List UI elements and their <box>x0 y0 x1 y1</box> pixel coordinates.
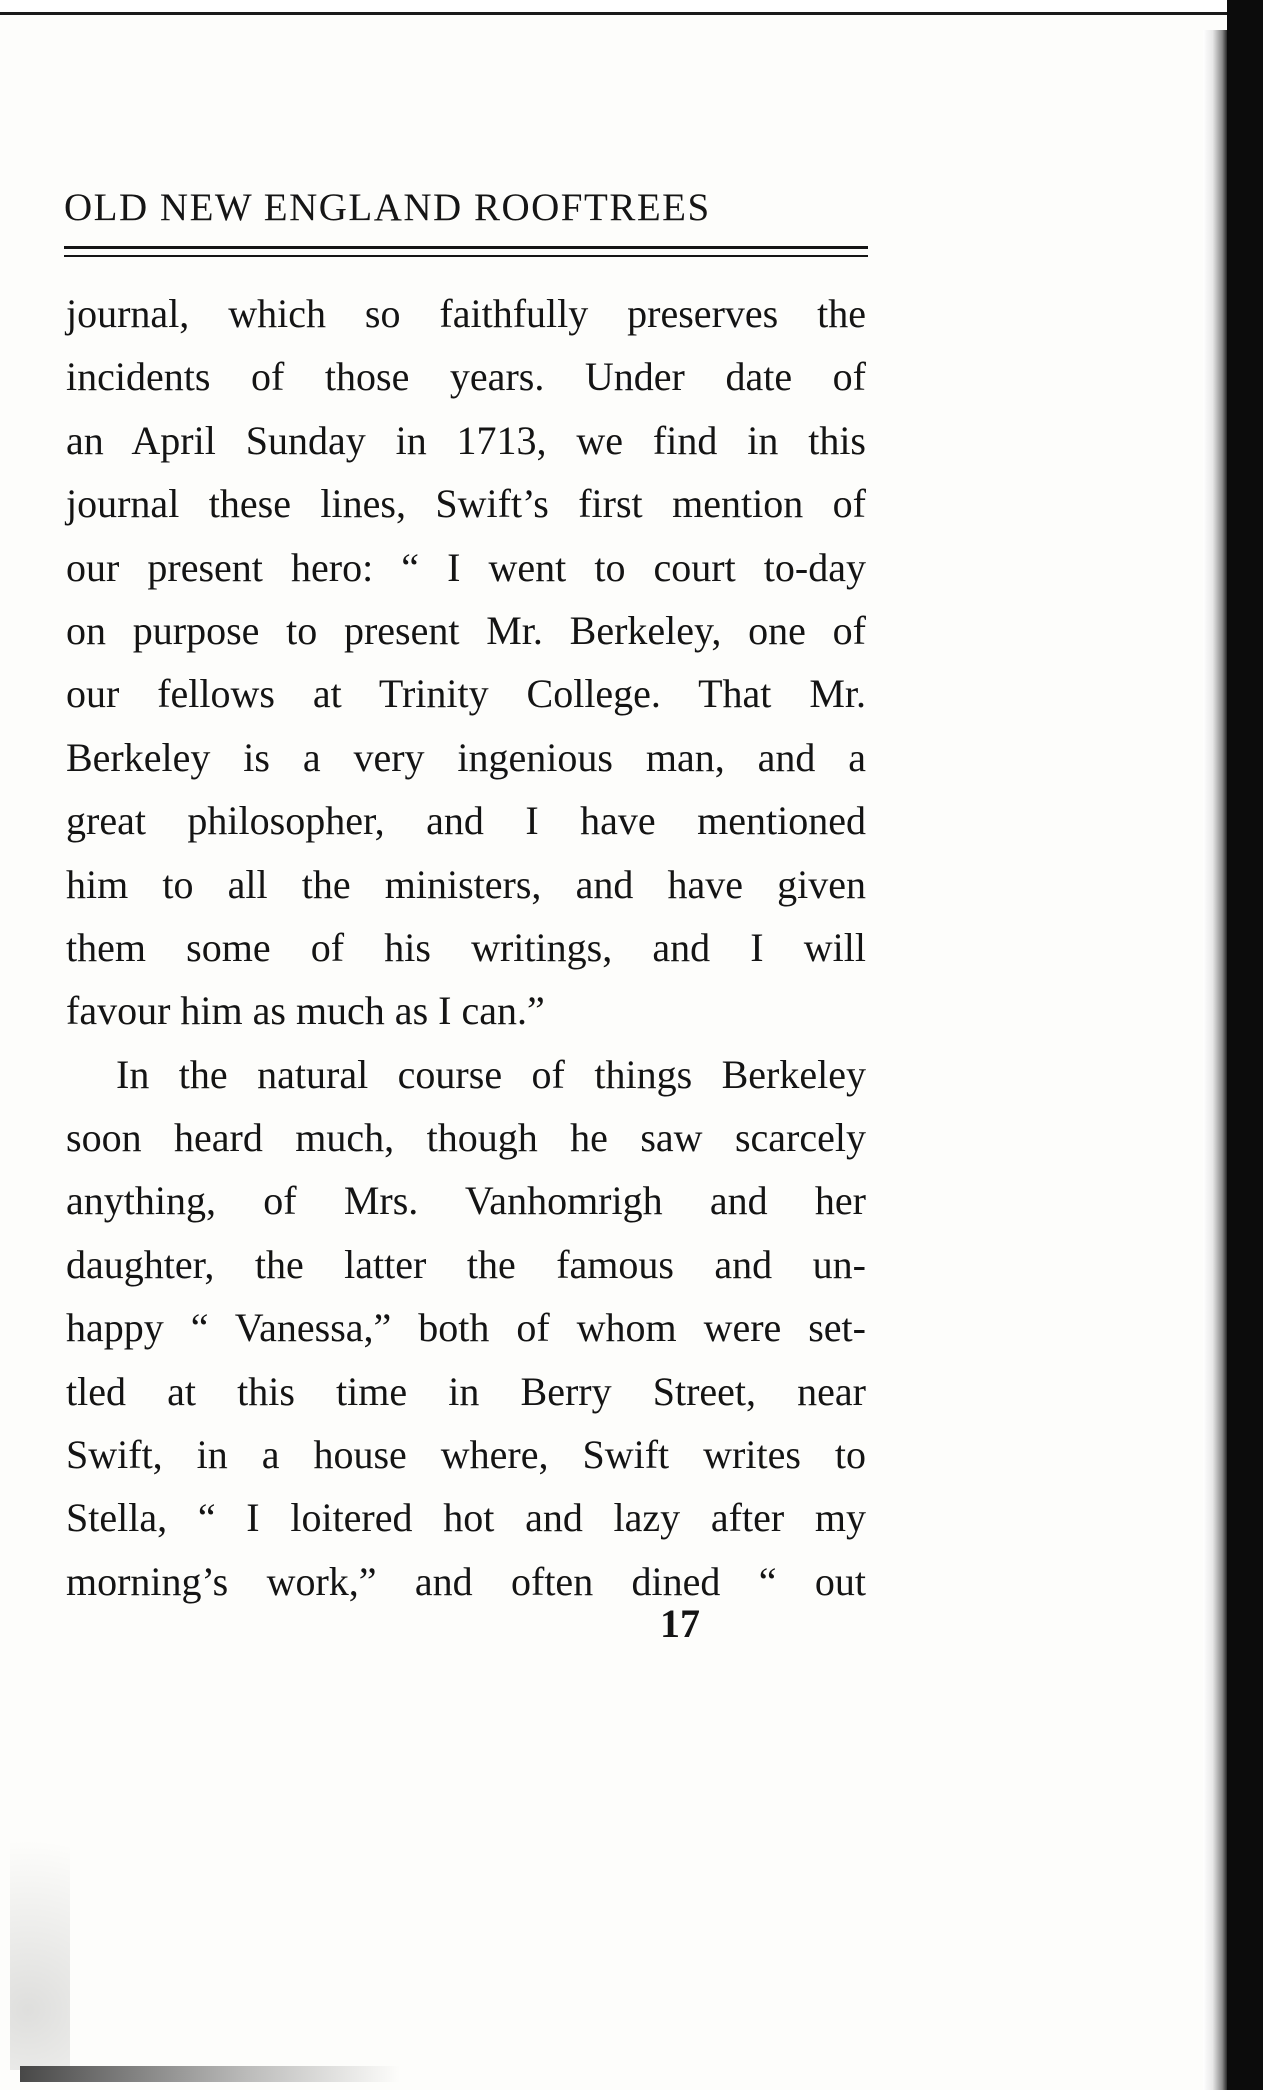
text-line: journal, which so faithfully preserves the <box>66 291 866 336</box>
body-text <box>66 282 866 1613</box>
text-line: them some of his writings, and I will <box>66 924 866 970</box>
paragraph <box>66 282 866 1043</box>
bottom-edge-smudge <box>20 2066 400 2082</box>
binding-edge <box>1227 0 1263 2090</box>
text-line: great philosopher, and I have mentioned <box>66 798 866 844</box>
text-line: tled at this time in Berry Street, near <box>66 1368 866 1414</box>
header-rule-bottom <box>64 255 868 257</box>
text-line: Swift, in a house where, Swift writes to <box>66 1432 866 1478</box>
text-line: morning’s work,” and often dined “ out <box>66 1558 866 1604</box>
text-line: Berkeley is a very ingenious man, and a <box>66 734 866 780</box>
binding-shadow <box>1203 30 1227 2090</box>
text-line: happy “ Vanessa,” both of whom were set- <box>66 1305 866 1351</box>
text-line: journal these lines, Swift’s first mention of <box>66 481 866 527</box>
running-head: OLD NEW ENGLAND ROOFTREES <box>64 186 711 229</box>
page-speckle <box>10 1770 70 2070</box>
text-line: on purpose to present Mr. Berkeley, one of <box>66 607 866 653</box>
text-line: our present hero: “ I went to court to-day <box>66 544 866 590</box>
text-line: incidents of those years. Under date of <box>66 354 866 400</box>
page-number: 17 <box>660 1601 700 1646</box>
text-line: favour him as much as I can.” <box>66 988 545 1034</box>
text-line: In the natural course of things Berkeley <box>116 1051 866 1097</box>
text-line: soon heard much, though he saw scarcely <box>66 1115 866 1161</box>
text-line: anything, of Mrs. Vanhomrigh and her <box>66 1178 866 1224</box>
text-line: our fellows at Trinity College. That Mr. <box>66 671 866 717</box>
text-line: him to all the ministers, and have given <box>66 861 866 907</box>
text-line: Stella, “ I loitered hot and lazy after my <box>66 1495 866 1541</box>
text-line: daughter, the latter the famous and un- <box>66 1241 866 1287</box>
header-rule-top <box>64 246 868 249</box>
paragraph <box>66 1043 866 1614</box>
page-top-edge <box>0 0 1235 15</box>
text-line: an April Sunday in 1713, we find in this <box>66 417 866 463</box>
